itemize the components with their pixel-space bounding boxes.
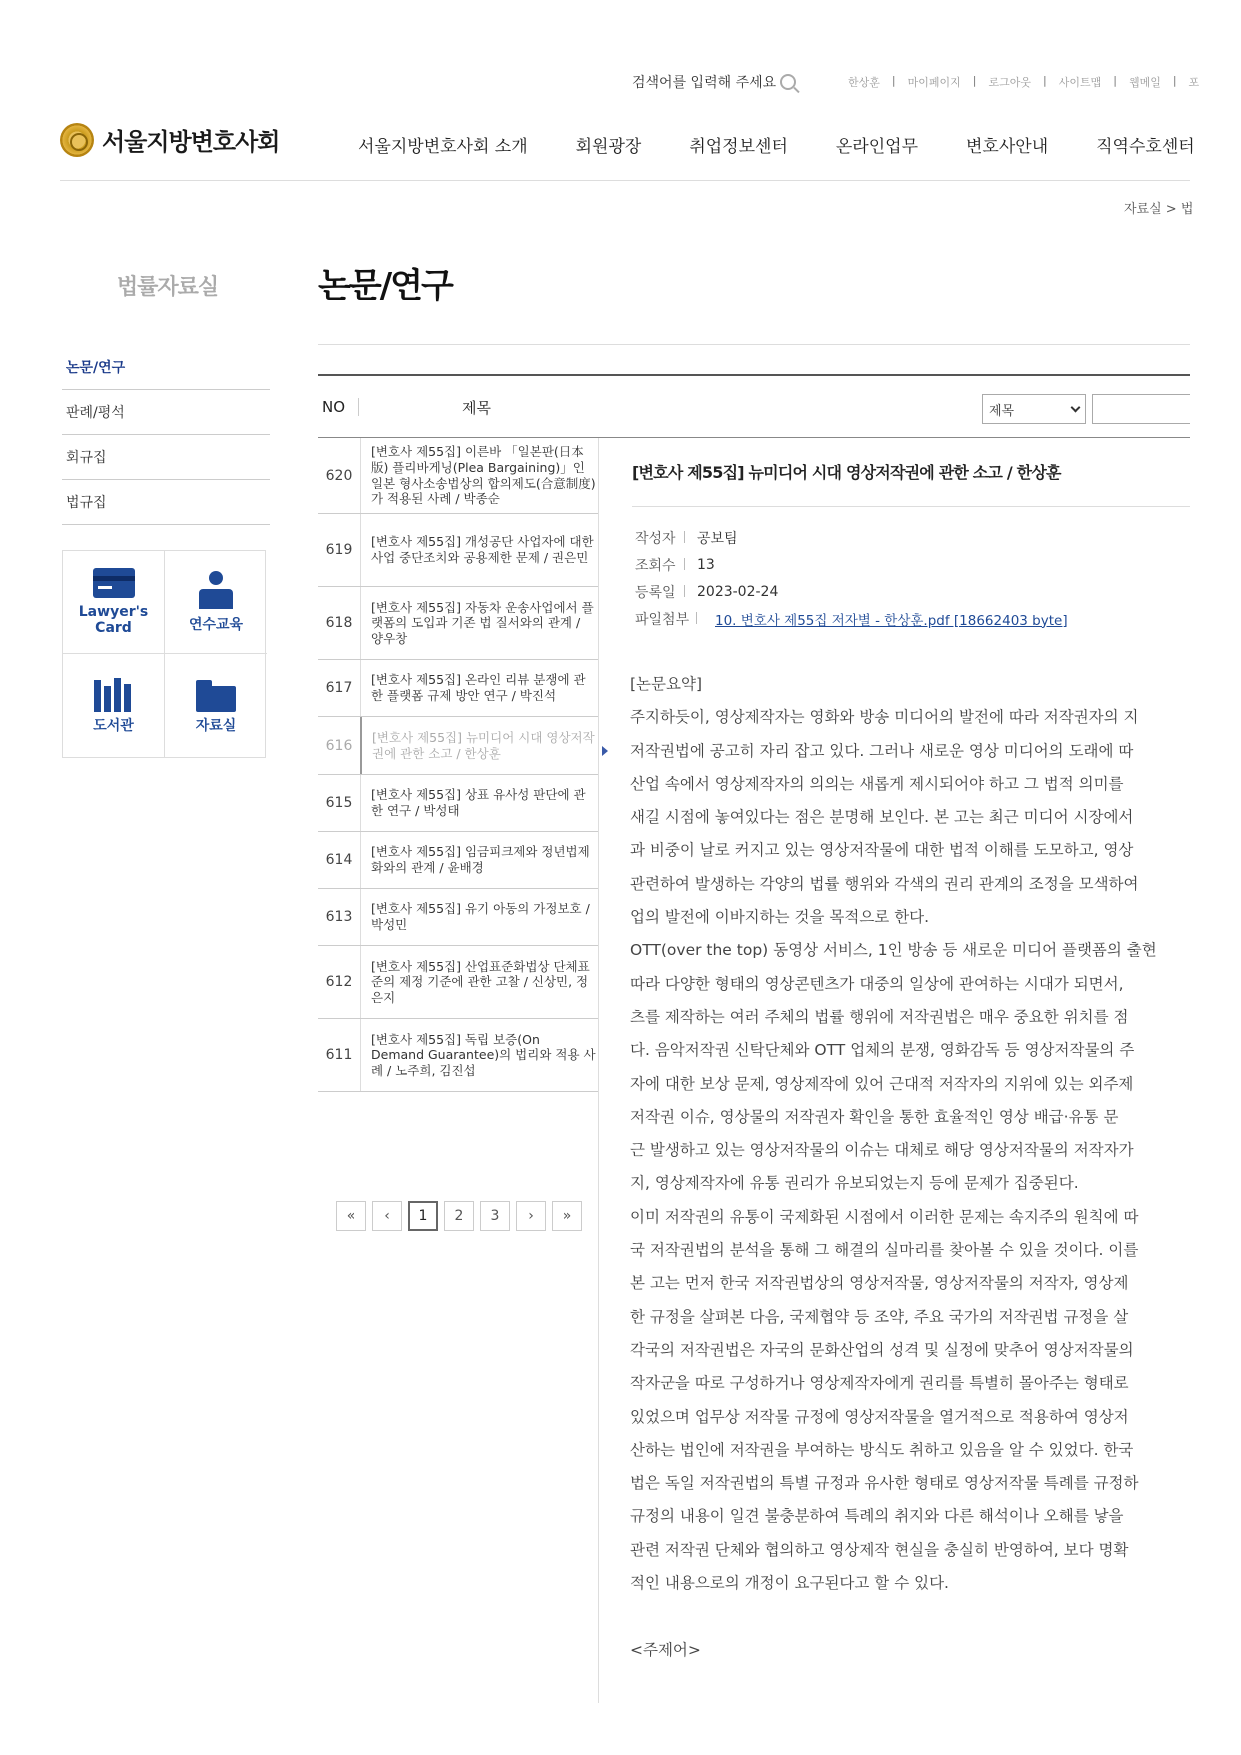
quick-label: Lawyer's Card bbox=[78, 603, 149, 636]
list-item[interactable] bbox=[318, 438, 598, 514]
row-title[interactable]: [변호사 제55집] 이른바 「일본판(日本版) 플리바게닝(Plea Bargaining)」인 일본 형사소송법상의 합의제도(合意制度)가 적용된 사례 / 박종순 bbox=[360, 438, 598, 513]
row-number: 614 bbox=[325, 852, 353, 868]
body-line: 적인 내용으로의 개정이 요구된다고 할 수 있다. bbox=[630, 1574, 949, 1593]
main-navigation bbox=[358, 132, 1241, 157]
column-title: 제목 bbox=[462, 399, 491, 417]
sidebar-item-bylaws[interactable]: 회규집 bbox=[62, 435, 270, 480]
sidebar-menu bbox=[62, 345, 270, 525]
column-no: NO bbox=[322, 398, 346, 416]
body-line: 츠를 제작하는 여러 주체의 법률 행위에 저작권법은 매우 중요한 위치를 점 bbox=[630, 1007, 1129, 1026]
pager-first[interactable]: « bbox=[336, 1201, 366, 1231]
nav-online-services[interactable]: 온라인업무 bbox=[835, 137, 918, 157]
body-line: 산하는 법인에 저작권을 부여하는 방식도 취하고 있음을 알 수 있었다. 한국 bbox=[630, 1440, 1134, 1459]
sidebar-item-papers[interactable]: 논문/연구 bbox=[62, 345, 270, 390]
body-line: 저작권 이슈, 영상물의 저작권자 확인을 통한 효율적인 영상 배급·유통 문 bbox=[630, 1107, 1119, 1126]
body-line: 국 저작권법의 분석을 통해 그 해결의 실마리를 찾아볼 수 있을 것이다. 이를 bbox=[630, 1241, 1139, 1260]
list-item-current[interactable] bbox=[318, 717, 598, 775]
quick-lawyers-card[interactable] bbox=[63, 551, 165, 654]
row-number: 620 bbox=[325, 467, 353, 484]
quick-education[interactable] bbox=[165, 551, 267, 654]
header-divider bbox=[60, 180, 1190, 181]
body-line: 산업 속에서 영상제작자의 의의는 새롭게 제시되어야 하고 그 법적 의미를 bbox=[630, 774, 1124, 793]
divider: | bbox=[1172, 74, 1177, 87]
row-number: 617 bbox=[325, 680, 353, 696]
meta-value: 13 bbox=[697, 556, 715, 573]
list-item[interactable] bbox=[318, 889, 598, 946]
library-icon bbox=[94, 676, 134, 712]
list-item[interactable] bbox=[318, 832, 598, 889]
current-item-arrow-icon bbox=[602, 746, 608, 756]
body-line bbox=[630, 1600, 1190, 1633]
quick-archive[interactable] bbox=[165, 654, 267, 757]
page-title: 논문/연구 bbox=[318, 266, 452, 306]
list-item[interactable] bbox=[318, 775, 598, 832]
row-title[interactable]: [변호사 제55집] 임금피크제와 정년법제화와의 관계 / 윤배경 bbox=[360, 832, 598, 888]
row-title[interactable]: [변호사 제55집] 온라인 리뷰 분쟁에 관한 플랫폼 규제 방안 연구 / 박진석 bbox=[360, 660, 598, 716]
row-number: 612 bbox=[325, 974, 353, 990]
meta-key: 조회수 bbox=[635, 555, 685, 575]
quick-library[interactable] bbox=[63, 654, 165, 757]
util-link-mypage[interactable]: 마이페이지 bbox=[907, 76, 961, 89]
util-link-sitemap[interactable]: 사이트맵 bbox=[1058, 76, 1102, 89]
row-number: 616 bbox=[325, 737, 353, 754]
breadcrumb: 자료실 > 법 bbox=[1124, 202, 1194, 217]
search-select-value: 제목 bbox=[989, 403, 1015, 419]
meta-value: 공보팀 bbox=[697, 530, 738, 547]
row-number: 611 bbox=[325, 1047, 353, 1063]
row-title[interactable]: [변호사 제55집] 개성공단 사업자에 대한 사업 중단조치와 공용제한 문제 / 권은민 bbox=[360, 514, 598, 586]
title-divider bbox=[318, 344, 1190, 345]
quick-links bbox=[62, 550, 266, 758]
util-link-logout[interactable]: 로그아웃 bbox=[988, 76, 1031, 89]
article-body bbox=[630, 668, 1190, 1678]
search-field-select[interactable] bbox=[982, 394, 1086, 424]
body-line: 새길 시점에 놓여있다는 점은 분명해 보인다. 본 고는 최근 미디어 시장에서 bbox=[630, 808, 1134, 827]
divider: | bbox=[891, 74, 896, 87]
body-line: OTT(over the top) 동영상 서비스, 1인 방송 등 새로운 미디어 플랫폼의 출현 bbox=[630, 941, 1157, 960]
row-title[interactable]: [변호사 제55집] 유기 아동의 가정보호 / 박성민 bbox=[360, 889, 598, 945]
post-list bbox=[318, 438, 598, 1092]
nav-lawyer-guide[interactable]: 변호사안내 bbox=[966, 137, 1049, 157]
row-title[interactable]: [변호사 제55집] 자동차 운송사업에서 플랫폼의 도입과 기존 법 질서와의 관계 / 양우창 bbox=[360, 587, 598, 659]
nav-profession-center[interactable]: 직역수호센터 bbox=[1096, 137, 1195, 157]
post-meta bbox=[635, 524, 1068, 632]
detail-divider bbox=[598, 438, 599, 1703]
quick-label: 연수교육 bbox=[188, 616, 244, 633]
divider: | bbox=[1042, 74, 1047, 87]
list-item[interactable] bbox=[318, 514, 598, 587]
body-line: 이미 저작권의 유통이 국제화된 시점에서 이러한 문제는 속지주의 원칙에 따 bbox=[630, 1207, 1139, 1226]
meta-attachment bbox=[635, 605, 1068, 632]
row-number: 615 bbox=[325, 795, 353, 811]
body-line: 지, 영상제작자에 유통 권리가 유보되었는지 등에 문제가 집중된다. bbox=[630, 1174, 1079, 1193]
body-line: 규정의 내용이 일견 불충분하여 특례의 취지와 다른 해석이나 오해를 낳을 bbox=[630, 1507, 1124, 1526]
row-title[interactable]: [변호사 제55집] 상표 유사성 판단에 관한 연구 / 박성태 bbox=[360, 775, 598, 831]
body-line: 작자군을 따로 구성하거나 영상제작자에게 권리를 특별히 몰아주는 형태로 bbox=[630, 1374, 1129, 1393]
row-title[interactable]: [변호사 제55집] 뉴미디어 시대 영상저작권에 관한 소고 / 한상훈 bbox=[360, 717, 598, 774]
util-link-user[interactable]: 한상훈 bbox=[848, 76, 880, 89]
pager-last[interactable]: » bbox=[552, 1201, 582, 1231]
meta-date bbox=[635, 578, 1068, 605]
nav-member-square[interactable]: 회원광장 bbox=[575, 137, 642, 157]
nav-job-center[interactable]: 취업정보센터 bbox=[689, 137, 788, 157]
body-line: 한 규정을 살펴본 다음, 국제협약 등 조약, 주요 국가의 저작권법 규정을 살 bbox=[630, 1307, 1129, 1326]
pager-page-3[interactable]: 3 bbox=[480, 1201, 510, 1231]
body-line: 근 발생하고 있는 영상저작물의 이슈는 대체로 해당 영상저작물의 저작자가 bbox=[630, 1141, 1134, 1160]
body-line: 저작권법에 공고히 자리 잡고 있다. 그러나 새로운 영상 미디어의 도래에 따 bbox=[630, 741, 1134, 760]
pager-prev[interactable]: ‹ bbox=[372, 1201, 402, 1231]
body-line: 다. 음악저작권 신탁단체와 OTT 업체의 분쟁, 영화감독 등 영상저작물의 주 bbox=[630, 1041, 1135, 1060]
quick-label: 도서관 bbox=[93, 718, 134, 735]
pager-page-2[interactable]: 2 bbox=[444, 1201, 474, 1231]
meta-key: 작성자 bbox=[635, 528, 685, 548]
sidebar-title: 법률자료실 bbox=[116, 275, 219, 300]
chevron-down-icon bbox=[1071, 402, 1081, 412]
education-icon bbox=[197, 571, 235, 611]
top-search[interactable] bbox=[632, 72, 796, 92]
pager-page-1[interactable]: 1 bbox=[408, 1201, 438, 1231]
body-line: 업의 발전에 이바지하는 것을 목적으로 한다. bbox=[630, 908, 930, 927]
sidebar-item-cases[interactable]: 판례/평석 bbox=[62, 390, 270, 435]
row-number: 618 bbox=[325, 615, 353, 631]
meta-key: 파일첨부 bbox=[635, 609, 697, 629]
divider bbox=[358, 398, 359, 416]
divider: | bbox=[1113, 74, 1117, 87]
sidebar-item-regulations[interactable]: 법규집 bbox=[62, 480, 270, 525]
list-item[interactable] bbox=[318, 660, 598, 717]
body-line: 과 비중이 날로 커지고 있는 영상저작물에 대한 법적 이해를 도모하고, 영상 bbox=[630, 841, 1134, 860]
search-input[interactable] bbox=[1092, 394, 1190, 424]
body-line: 자에 대한 보상 문제, 영상제작에 있어 근대적 저작자의 지위에 있는 외주제 bbox=[630, 1074, 1134, 1093]
site-logo[interactable] bbox=[60, 122, 279, 157]
body-line: 법은 독일 저작권법의 특별 규정과 유사한 형태로 영상저작물 특례를 규정하 bbox=[630, 1474, 1139, 1493]
folder-icon bbox=[196, 676, 236, 712]
row-number: 613 bbox=[325, 909, 353, 925]
bar-association-emblem-icon bbox=[60, 123, 94, 157]
body-line: 있었으며 업무상 저작물 규정에 영상저작물을 열거적으로 적용하여 영상저 bbox=[630, 1407, 1129, 1426]
util-link-webmail[interactable]: 웹메일 bbox=[1128, 76, 1161, 89]
pagination bbox=[336, 1201, 582, 1231]
detail-title: [변호사 제55집] 뉴미디어 시대 영상저작권에 관한 소고 / 한상훈 bbox=[632, 463, 1061, 482]
row-title[interactable]: [변호사 제55집] 독립 보증(On Demand Guarantee)의 법리와 적용 사례 / 노주희, 김진섭 bbox=[360, 1019, 598, 1091]
list-header bbox=[318, 376, 1190, 438]
meta-views bbox=[635, 551, 1068, 578]
meta-value: 2023-02-24 bbox=[697, 583, 779, 600]
search-icon[interactable] bbox=[780, 74, 796, 90]
list-item[interactable] bbox=[318, 1019, 598, 1092]
top-search-label: 검색어를 입력해 주세요 bbox=[632, 75, 777, 91]
meta-author bbox=[635, 524, 1068, 551]
body-line: <주제어> bbox=[630, 1640, 701, 1659]
meta-key: 등록일 bbox=[635, 582, 685, 602]
body-line: 관련하여 발생하는 각양의 법률 행위와 각색의 권리 관계의 조정을 모색하여 bbox=[630, 874, 1139, 893]
row-number: 619 bbox=[325, 542, 353, 558]
quick-label: 자료실 bbox=[195, 718, 237, 735]
body-line: [논문요약] bbox=[630, 675, 702, 693]
divider: | bbox=[972, 74, 977, 87]
body-line: 따라 다양한 형태의 영상콘텐츠가 대중의 일상에 관여하는 시대가 되면서, bbox=[630, 974, 1124, 993]
util-link-portal[interactable]: 포 bbox=[1188, 76, 1200, 89]
utility-links bbox=[848, 74, 1199, 90]
pager-next[interactable]: › bbox=[516, 1201, 546, 1231]
body-line: 주지하듯이, 영상제작자는 영화와 방송 미디어의 발전에 따라 저작권자의 지 bbox=[630, 708, 1139, 727]
list-item[interactable] bbox=[318, 946, 598, 1019]
attachment-link[interactable]: 10. 변호사 제55집 저자별 - 한상훈.pdf [18662403 byte] bbox=[715, 612, 1068, 629]
row-title[interactable]: [변호사 제55집] 산업표준화법상 단체표준의 제정 기준에 관한 고찰 / 신상민, 정은지 bbox=[360, 946, 598, 1018]
body-line: 각국의 저작권법은 자국의 문화산업의 성격 및 실정에 맞추어 영상저작물의 bbox=[630, 1340, 1134, 1359]
body-line: 관련 저작권 단체와 협의하고 영상제작 현실을 충실히 반영하여, 보다 명확 bbox=[630, 1540, 1129, 1559]
logo-text: 서울지방변호사회 bbox=[102, 128, 280, 156]
body-line: 본 고는 먼저 한국 저작권법상의 영상저작물, 영상저작물의 저작자, 영상제 bbox=[630, 1274, 1129, 1293]
nav-about[interactable]: 서울지방변호사회 소개 bbox=[358, 137, 528, 157]
card-icon bbox=[93, 568, 135, 598]
list-item[interactable] bbox=[318, 587, 598, 660]
detail-title-divider bbox=[632, 506, 1190, 507]
